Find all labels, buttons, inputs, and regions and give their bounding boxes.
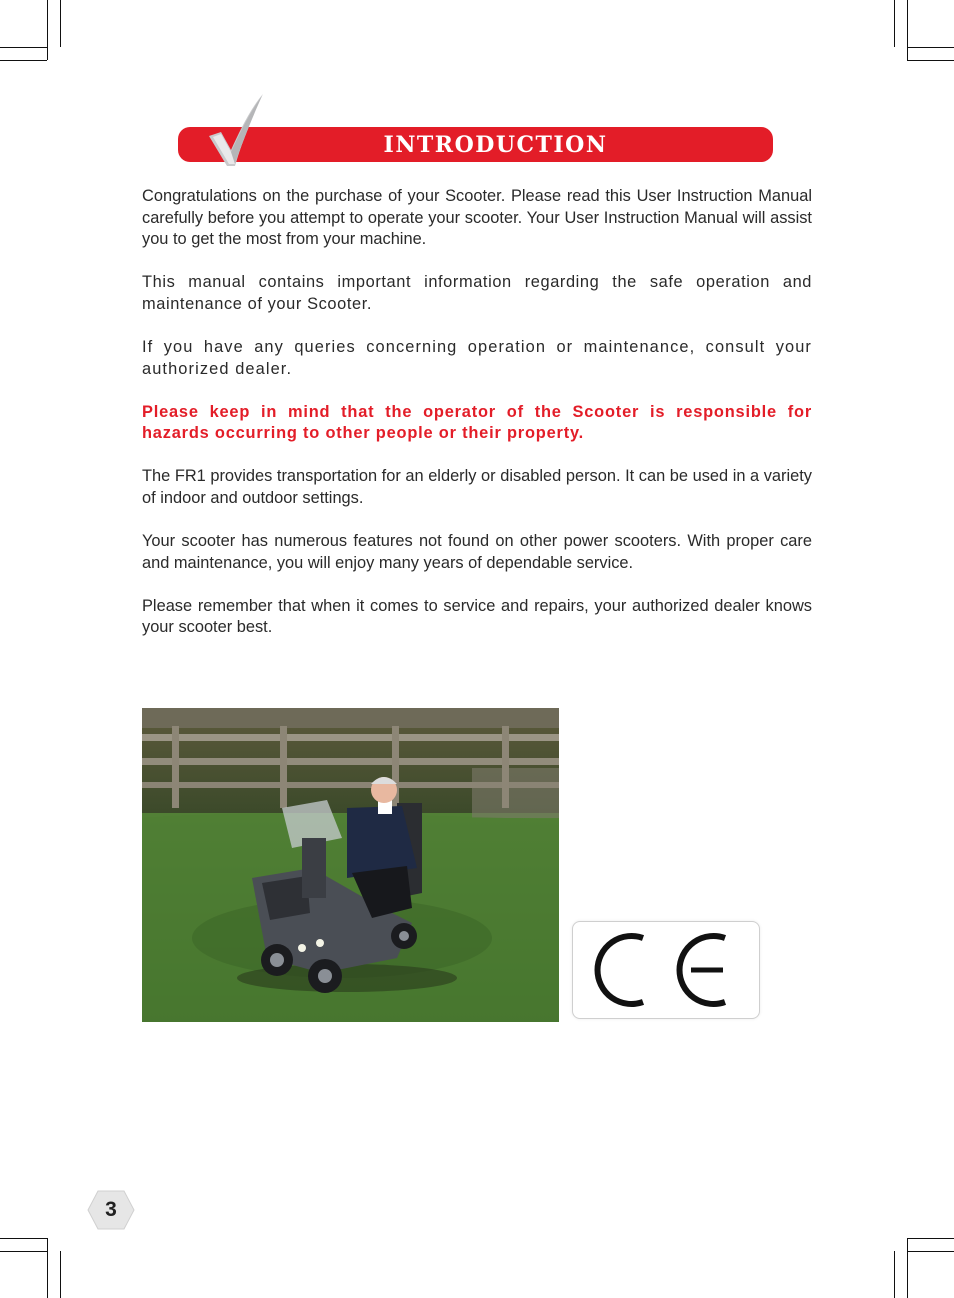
checkmark-icon bbox=[205, 92, 275, 168]
intro-text bbox=[142, 186, 812, 660]
paragraph: Congratulations on the purchase of your Scooter. Please read this User Instruction Manual carefully before you attempt to operate your scooter. Your User Instruction Manual will assist you to get the most from your machine. bbox=[142, 187, 812, 249]
paragraph: If you have any queries concerning operation or maintenance, consult your authorized dealer. bbox=[142, 337, 812, 378]
ce-mark-icon bbox=[573, 922, 759, 1018]
warning-paragraph: Please keep in mind that the operator of the Scooter is responsible for hazards occurring to other people or their property. bbox=[142, 402, 812, 443]
page-number-badge bbox=[87, 1190, 135, 1230]
scooter-photo bbox=[142, 708, 559, 1022]
paragraph: The FR1 provides transportation for an elderly or disabled person. It can be used in a variety of indoor and outdoor settings. bbox=[142, 467, 812, 507]
paragraph: Please remember that when it comes to service and repairs, your authorized dealer knows your scooter best. bbox=[142, 596, 812, 637]
ce-mark-box bbox=[572, 921, 760, 1019]
section-title: INTRODUCTION bbox=[383, 132, 608, 158]
paragraph: Your scooter has numerous features not found on other power scooters. With proper care and maintenance, you will enjoy many years of dependable service. bbox=[142, 532, 812, 572]
paragraph: This manual contains important information regarding the safe operation and maintenance of your Scooter. bbox=[142, 273, 812, 313]
page-number: 3 bbox=[105, 1198, 117, 1221]
